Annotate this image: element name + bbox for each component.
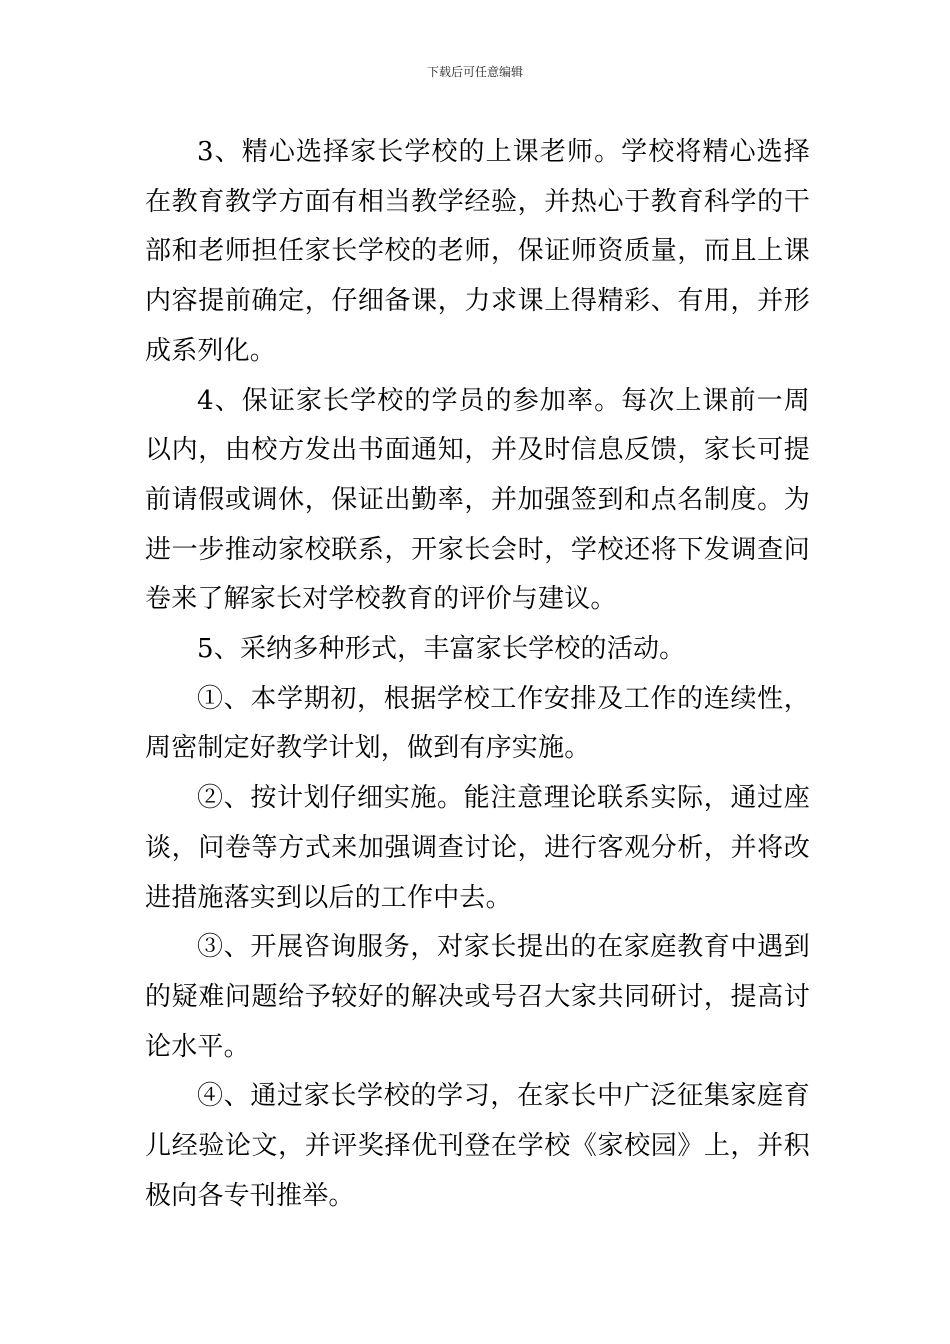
paragraph-3-teacher-selection: 3、精心选择家长学校的上课老师。学校将精心选择在教育教学方面有相当教学经验，并热心于教育科学的干部和老师担任家长学校的老师，保证师资质量，而且上课内容提前确定，仔细备课，力求课上得精彩、有用，并形成系列化。 bbox=[145, 137, 810, 366]
paragraph-5-activities: 5、采纳多种形式，丰富家长学校的活动。 bbox=[197, 634, 686, 665]
document-body bbox=[145, 128, 810, 1221]
paragraph-4-attendance: 4、保证家长学校的学员的参加率。每次上课前一周以内，由校方发出书面通知，并及时信息反馈，家长可提前请假或调休，保证出勤率，并加强签到和点名制度。为进一步推动家校联系，开家长会时，学校还将下发调查问卷来了解家长对学校教育的评价与建议。 bbox=[145, 385, 810, 615]
paragraph-item-4-essays: ④、通过家长学校的学习，在家长中广泛征集家庭育儿经验论文，并评奖择优刊登在学校《家校园》上，并积极向各专刊推举。 bbox=[145, 1081, 810, 1211]
paragraph-item-3-consulting: ③、开展咨询服务，对家长提出的在家庭教育中遇到的疑难问题给予较好的解决或号召大家共同研讨，提高讨论水平。 bbox=[145, 932, 810, 1062]
paragraph-item-1-planning: ①、本学期初，根据学校工作安排及工作的连续性，周密制定好教学计划，做到有序实施。 bbox=[145, 683, 810, 764]
page-header: 下载后可任意编辑 bbox=[426, 65, 523, 79]
paragraph-item-2-implementation: ②、按计划仔细实施。能注意理论联系实际，通过座谈，问卷等方式来加强调查讨论，进行客观分析，并将改进措施落实到以后的工作中去。 bbox=[145, 783, 810, 913]
